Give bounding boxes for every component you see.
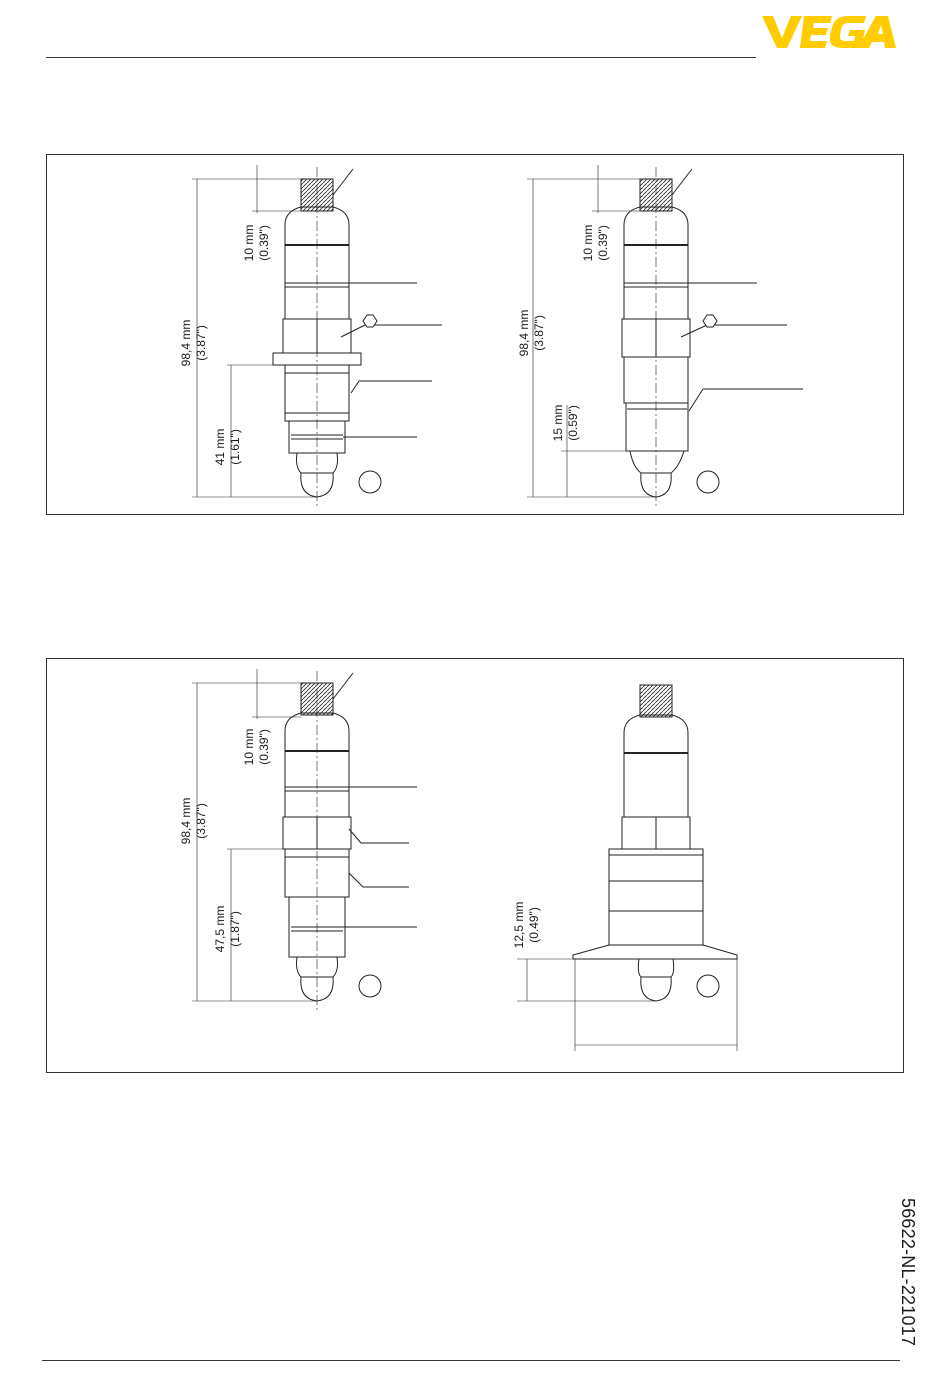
figure-1-drawing — [47, 155, 905, 516]
dim-bottom-label: 12,5 mm — [512, 901, 526, 949]
dim-top-label: 10 mm — [242, 224, 256, 262]
sensor-short-fitting — [527, 165, 803, 507]
dim-total-inch-label: (3.87") — [194, 325, 208, 361]
footer-rule — [42, 1360, 900, 1361]
header-rule — [46, 57, 756, 58]
dim-bottom-inch-label: (0.59") — [566, 405, 580, 441]
dim-total-label: 98,4 mm — [179, 319, 193, 367]
dim-total-label: 98,4 mm — [517, 309, 531, 357]
dim-bottom-label: 41 mm — [213, 428, 227, 466]
dim-top-inch-label: (0.39") — [596, 225, 610, 261]
dim-bottom-label: 15 mm — [551, 404, 565, 442]
dim-total-inch-label: (3.87") — [532, 315, 546, 351]
document-number — [898, 1198, 946, 1358]
vega-logo-mark — [762, 14, 904, 50]
sensor-clamp-fitting — [517, 685, 737, 1051]
dim-top-inch-label: (0.39") — [257, 729, 271, 765]
figure-2-frame — [46, 658, 904, 1073]
vega-logo — [762, 14, 904, 50]
dim-total-label: 98,4 mm — [179, 797, 193, 845]
figure-1-frame — [46, 154, 904, 515]
document-number-text: 56622-NL-221017 — [898, 1198, 918, 1347]
dim-top-inch-label: (0.39") — [257, 225, 271, 261]
dim-bottom-label: 47,5 mm — [213, 905, 227, 953]
sensor-long-fitting — [192, 669, 417, 1011]
figure-2-drawing — [47, 659, 905, 1074]
dim-bottom-inch-label: (0.49") — [527, 907, 541, 943]
dim-bottom-inch-label: (1.61") — [228, 429, 242, 465]
dim-total-inch-label: (3.87") — [194, 803, 208, 839]
dim-top-label: 10 mm — [242, 728, 256, 766]
dim-bottom-inch-label: (1.87") — [228, 911, 242, 947]
dim-top-label: 10 mm — [581, 224, 595, 262]
